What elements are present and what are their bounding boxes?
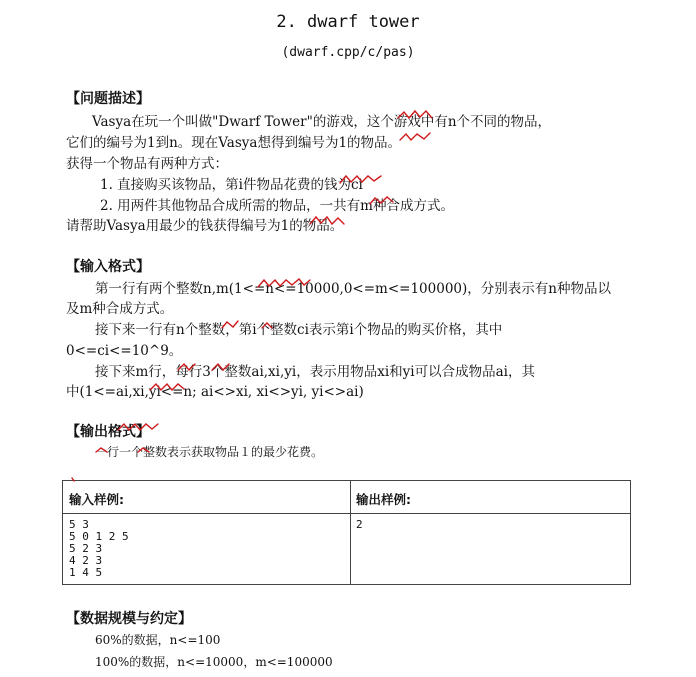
sample-output-header: 输出样例: [356, 492, 411, 507]
sample-input-header: 输入样例: [69, 492, 124, 507]
table-divider-vertical [350, 481, 351, 584]
problem-heading: 【问题描述】 [66, 91, 150, 107]
input-line-5: 接下来m行，每行3个整数ai,xi,yi，表示用物品xi和yi可以合成物品ai，其 [95, 364, 535, 380]
limits-line-2: 100%的数据，n<=10000，m<=100000 [95, 655, 333, 669]
problem-line-4: 1. 直接购买该物品，第i件物品花费的钱为ci [100, 177, 363, 193]
problem-line-1: Vasya在玩一个叫做"Dwarf Tower"的游戏，这个游戏中有n个不同的物品， [92, 114, 552, 130]
output-line-1: 一行一个整数表示获取物品１的最少花费。 [95, 445, 324, 459]
sample-output-text: 2 [356, 518, 363, 531]
input-heading: 【输入格式】 [66, 259, 150, 275]
input-line-3: 接下来一行有n个整数，第i个整数ci表示第i个物品的购买价格，其中 [95, 322, 503, 338]
input-line-2: 及m种合成方式。 [66, 301, 174, 317]
sample-table [62, 480, 631, 585]
page-title: 2. dwarf tower [276, 12, 420, 32]
problem-line-3: 获得一个物品有两种方式： [66, 156, 228, 172]
problem-line-6: 请帮助Vasya用最少的钱获得编号为1的物品。 [66, 218, 344, 234]
scribble-mark [400, 133, 430, 140]
input-line-1: 第一行有两个整数n,m(1<=n<=10000,0<=m<=100000)，分别表示有n种物品以 [95, 281, 611, 297]
input-line-6: 中(1<=ai,xi,yi<=n; ai<>xi, xi<>yi, yi<>ai) [66, 384, 364, 400]
sample-input-text: 5 3 5 0 1 2 5 5 2 3 4 2 3 1 4 5 [69, 518, 129, 579]
limits-line-1: 60%的数据，n<=100 [95, 633, 221, 647]
problem-line-2: 它们的编号为1到n。现在Vasya想得到编号为1的物品。 [66, 135, 402, 151]
limits-heading: 【数据规模与约定】 [66, 611, 192, 627]
file-names: (dwarf.cpp/c/pas) [281, 45, 415, 60]
table-divider-horizontal [63, 513, 630, 514]
output-heading: 【输出格式】 [66, 424, 150, 440]
problem-line-5: 2. 用两件其他物品合成所需的物品，一共有m种合成方式。 [100, 198, 454, 214]
input-line-4: 0<=ci<=10^9。 [66, 343, 183, 359]
